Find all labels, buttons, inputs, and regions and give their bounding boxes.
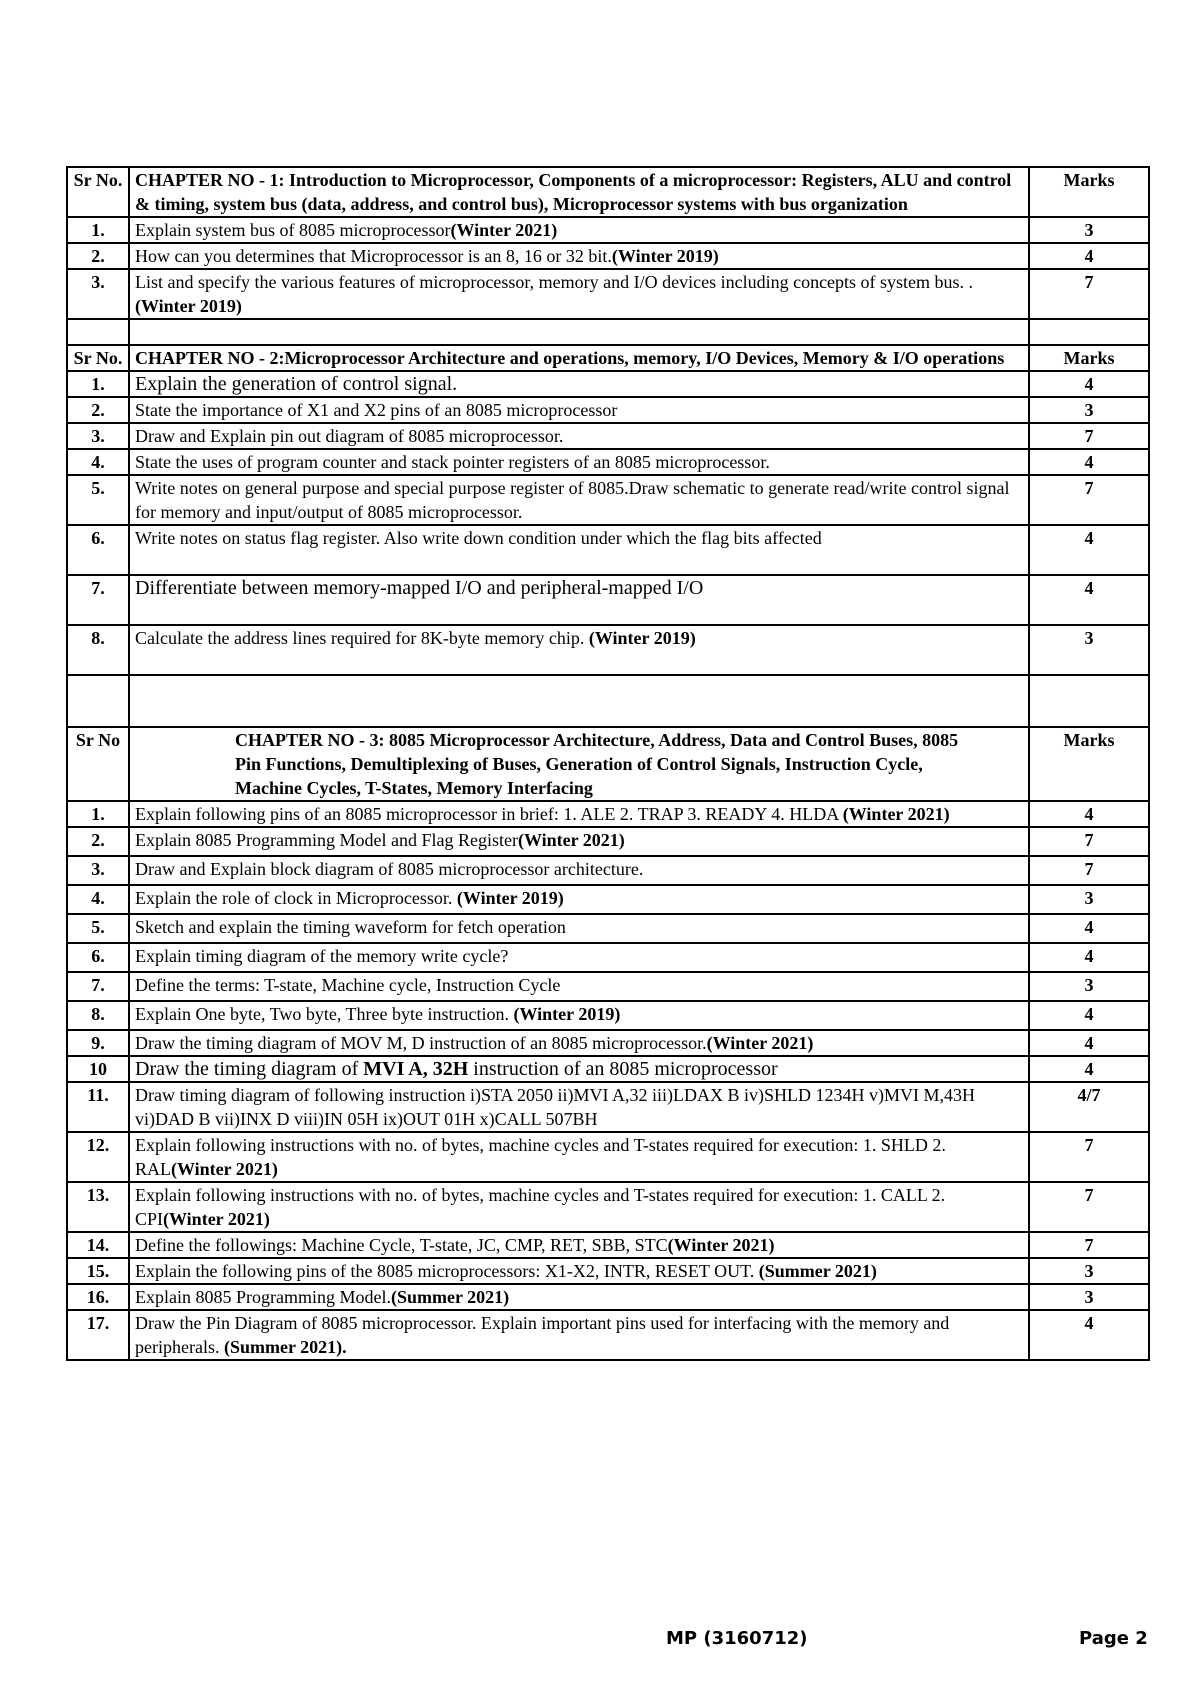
question-number: 17. — [67, 1310, 129, 1360]
sr-no-header: Sr No. — [67, 167, 129, 217]
question-number: 13. — [67, 1182, 129, 1232]
question-number: 7. — [67, 972, 129, 1001]
question-marks: 4 — [1029, 943, 1149, 972]
question-number: 2. — [67, 397, 129, 423]
question-marks: 4 — [1029, 243, 1149, 269]
question-row — [67, 1258, 1149, 1284]
question-number: 2. — [67, 243, 129, 269]
question-number: 11. — [67, 1082, 129, 1132]
exam-session-tag: (Winter 2019) — [611, 246, 719, 266]
question-marks: 4 — [1029, 371, 1149, 397]
question-text — [129, 1001, 1029, 1030]
question-number: 10 — [67, 1056, 129, 1082]
question-text — [129, 1182, 1029, 1232]
question-row — [67, 1232, 1149, 1258]
question-number: 1. — [67, 217, 129, 243]
question-row — [67, 1056, 1149, 1082]
question-text-part: Draw timing diagram of following instruction i)STA 2050 ii)MVI A,32 iii)LDAX B iv)SHLD 1234H v)MVI M,43H vi)DAD B vii)INX D viii)IN 05H ix)OUT 01H x)CALL 507BH — [135, 1085, 975, 1129]
question-text-part: How can you determines that Microprocessor is an 8, 16 or 32 bit. — [135, 246, 612, 266]
question-text-part: Explain timing diagram of the memory write cycle? — [135, 946, 509, 966]
exam-session-tag: (Winter 2019) — [513, 1004, 621, 1024]
question-number: 8. — [67, 1001, 129, 1030]
chapter-title: CHAPTER NO - 3: 8085 Microprocessor Architecture, Address, Data and Control Buses, 8085 Pin Functions, Demultiplexing of Buses, Generation of Control Signals, Instruction Cycle, Machine Cycles, T-States, Memory Interfacing — [129, 727, 1029, 801]
question-text — [129, 397, 1029, 423]
question-marks: 7 — [1029, 423, 1149, 449]
exam-session-tag: (Winter 2021) — [842, 804, 950, 824]
question-row — [67, 243, 1149, 269]
question-marks: 7 — [1029, 827, 1149, 856]
question-number: 5. — [67, 475, 129, 525]
question-text — [129, 475, 1029, 525]
question-row — [67, 269, 1149, 319]
question-number: 3. — [67, 423, 129, 449]
question-marks: 7 — [1029, 1132, 1149, 1182]
question-row — [67, 1082, 1149, 1132]
question-row — [67, 423, 1149, 449]
blank-cell — [129, 675, 1029, 727]
question-row — [67, 475, 1149, 525]
question-row — [67, 397, 1149, 423]
question-marks: 3 — [1029, 1284, 1149, 1310]
question-marks: 3 — [1029, 217, 1149, 243]
question-text-part: Write notes on general purpose and special purpose register of 8085.Draw schematic to generate read/write control signal for memory and input/output of 8085 microprocessor. — [135, 478, 1010, 522]
marks-header: Marks — [1029, 167, 1149, 217]
question-text — [129, 1082, 1029, 1132]
question-number: 15. — [67, 1258, 129, 1284]
question-text-part: Define the followings: Machine Cycle, T-state, JC, CMP, RET, SBB, STC — [135, 1235, 668, 1255]
question-text — [129, 575, 1029, 625]
question-text-emphasis: MVI A, 32H — [363, 1058, 469, 1080]
question-text-part: State the uses of program counter and stack pointer registers of an 8085 microprocessor. — [135, 452, 770, 472]
question-text-part: Draw the Pin Diagram of 8085 microprocessor. Explain important pins used for interfacing with the memory and peripherals. — [135, 1313, 950, 1357]
question-number: 1. — [67, 371, 129, 397]
sr-no-header: Sr No — [67, 727, 129, 801]
chapter-title: CHAPTER NO - 1: Introduction to Microprocessor, Components of a microprocessor: Registers, ALU and control & timing, system bus (data, address, and control bus), Microprocessor systems with bus organization — [129, 167, 1029, 217]
exam-session-tag: (Winter 2019) — [135, 296, 242, 316]
question-text — [129, 827, 1029, 856]
question-row — [67, 217, 1149, 243]
question-number: 7. — [67, 575, 129, 625]
question-marks: 7 — [1029, 1232, 1149, 1258]
question-text — [129, 1132, 1029, 1182]
exam-session-tag: (Winter 2021) — [517, 830, 625, 850]
question-marks: 7 — [1029, 1182, 1149, 1232]
question-text-part: Explain the generation of control signal. — [135, 373, 458, 395]
chapter-title: CHAPTER NO - 2:Microprocessor Architecture and operations, memory, I/O Devices, Memory & I/O operations — [129, 345, 1029, 371]
question-text — [129, 972, 1029, 1001]
exam-session-tag: (Winter 2021) — [450, 220, 558, 240]
question-number: 5. — [67, 914, 129, 943]
question-text — [129, 1030, 1029, 1056]
question-marks: 4 — [1029, 801, 1149, 827]
footer-subject-code: MP (3160712) — [666, 1628, 808, 1649]
question-text-part: Explain following instructions with no. of bytes, machine cycles and T-states required for execution: 1. SHLD 2. RAL — [135, 1135, 946, 1179]
question-row — [67, 1132, 1149, 1182]
question-text-part: Explain following pins of an 8085 microprocessor in brief: 1. ALE 2. TRAP 3. READY 4. HLDA — [135, 804, 843, 824]
question-number: 2. — [67, 827, 129, 856]
exam-session-tag: (Summer 2021) — [758, 1261, 877, 1281]
question-text-part: Explain the role of clock in Microprocessor. — [135, 888, 457, 908]
exam-session-tag: (Summer 2021). — [223, 1337, 347, 1357]
blank-row — [67, 319, 1149, 345]
question-number: 12. — [67, 1132, 129, 1182]
question-marks: 4 — [1029, 1310, 1149, 1360]
question-text — [129, 525, 1029, 575]
question-text — [129, 1258, 1029, 1284]
marks-header: Marks — [1029, 727, 1149, 801]
question-marks: 3 — [1029, 397, 1149, 423]
question-row — [67, 1284, 1149, 1310]
question-text-part: instruction of an 8085 microprocessor — [468, 1058, 778, 1080]
question-text-part: Sketch and explain the timing waveform for fetch operation — [135, 917, 566, 937]
question-number: 6. — [67, 525, 129, 575]
exam-session-tag: (Winter 2021) — [667, 1235, 775, 1255]
question-text — [129, 943, 1029, 972]
question-marks: 7 — [1029, 269, 1149, 319]
question-marks: 7 — [1029, 475, 1149, 525]
question-row — [67, 1001, 1149, 1030]
question-row — [67, 801, 1149, 827]
blank-row — [67, 675, 1149, 727]
chapter-header-row — [67, 167, 1149, 217]
question-row — [67, 525, 1149, 575]
question-number: 3. — [67, 269, 129, 319]
question-text-part: Draw and Explain block diagram of 8085 microprocessor architecture. — [135, 859, 644, 879]
question-marks: 4 — [1029, 914, 1149, 943]
question-row — [67, 943, 1149, 972]
question-text-part: Draw the timing diagram of — [135, 1058, 364, 1080]
question-text-part: List and specify the various features of microprocessor, memory and I/O devices including concepts of system bus. . — [135, 272, 974, 292]
question-text-part: Explain the following pins of the 8085 microprocessors: X1-X2, INTR, RESET OUT. — [135, 1261, 759, 1281]
question-marks: 3 — [1029, 625, 1149, 675]
question-text-part: Explain 8085 Programming Model and Flag Register — [135, 830, 518, 850]
chapter-header-row — [67, 345, 1149, 371]
question-number: 9. — [67, 1030, 129, 1056]
question-marks: 4 — [1029, 575, 1149, 625]
question-number: 1. — [67, 801, 129, 827]
question-row — [67, 827, 1149, 856]
question-row — [67, 1030, 1149, 1056]
question-text — [129, 449, 1029, 475]
question-number: 4. — [67, 885, 129, 914]
question-row — [67, 972, 1149, 1001]
question-text-part: Explain One byte, Two byte, Three byte instruction. — [135, 1004, 514, 1024]
question-text — [129, 1232, 1029, 1258]
question-marks: 4 — [1029, 525, 1149, 575]
question-row — [67, 914, 1149, 943]
exam-session-tag: (Winter 2019) — [588, 628, 696, 648]
question-text — [129, 885, 1029, 914]
question-row — [67, 575, 1149, 625]
question-text-part: Calculate the address lines required for 8K-byte memory chip. — [135, 628, 589, 648]
question-text-part: Explain system bus of 8085 microprocessor — [135, 220, 451, 240]
question-text — [129, 801, 1029, 827]
blank-cell — [1029, 319, 1149, 345]
question-text-part: Explain following instructions with no. of bytes, machine cycles and T-states required for execution: 1. CALL 2. CPI — [135, 1185, 946, 1229]
question-marks: 4 — [1029, 1056, 1149, 1082]
blank-cell — [67, 675, 129, 727]
question-text-part: Differentiate between memory-mapped I/O and peripheral-mapped I/O — [135, 577, 704, 599]
question-text — [129, 914, 1029, 943]
question-marks: 4 — [1029, 1030, 1149, 1056]
question-marks: 4 — [1029, 1001, 1149, 1030]
question-number: 14. — [67, 1232, 129, 1258]
question-marks: 3 — [1029, 1258, 1149, 1284]
exam-session-tag: (Winter 2019) — [456, 888, 564, 908]
question-text — [129, 269, 1029, 319]
question-text — [129, 1284, 1029, 1310]
exam-session-tag: (Winter 2021) — [163, 1209, 270, 1229]
question-text-part: State the importance of X1 and X2 pins of an 8085 microprocessor — [135, 400, 618, 420]
question-row — [67, 625, 1149, 675]
question-text-part: Write notes on status flag register. Also write down condition under which the flag bits affected — [135, 528, 822, 548]
question-number: 3. — [67, 856, 129, 885]
question-text — [129, 217, 1029, 243]
question-text-part: Define the terms: T-state, Machine cycle, Instruction Cycle — [135, 975, 561, 995]
sr-no-header: Sr No. — [67, 345, 129, 371]
question-text-part: Draw and Explain pin out diagram of 8085 microprocessor. — [135, 426, 564, 446]
question-row — [67, 1182, 1149, 1232]
question-text — [129, 423, 1029, 449]
question-text — [129, 625, 1029, 675]
chapter-header-row — [67, 727, 1149, 801]
question-row — [67, 885, 1149, 914]
question-text-part: Explain 8085 Programming Model. — [135, 1287, 391, 1307]
question-marks: 4/7 — [1029, 1082, 1149, 1132]
blank-cell — [129, 319, 1029, 345]
exam-session-tag: (Winter 2021) — [706, 1033, 814, 1053]
question-row — [67, 371, 1149, 397]
question-text — [129, 856, 1029, 885]
question-marks: 7 — [1029, 856, 1149, 885]
exam-session-tag: (Winter 2021) — [171, 1159, 278, 1179]
question-marks: 3 — [1029, 885, 1149, 914]
blank-cell — [1029, 675, 1149, 727]
exam-session-tag: (Summer 2021) — [390, 1287, 510, 1307]
question-number: 6. — [67, 943, 129, 972]
question-number: 16. — [67, 1284, 129, 1310]
question-marks: 4 — [1029, 449, 1149, 475]
question-text — [129, 1056, 1029, 1082]
question-bank-table — [66, 166, 1150, 1361]
question-text — [129, 1310, 1029, 1360]
question-row — [67, 449, 1149, 475]
question-number: 8. — [67, 625, 129, 675]
marks-header: Marks — [1029, 345, 1149, 371]
question-number: 4. — [67, 449, 129, 475]
question-row — [67, 856, 1149, 885]
question-row — [67, 1310, 1149, 1360]
question-text — [129, 243, 1029, 269]
blank-cell — [67, 319, 129, 345]
footer-page-number: Page 2 — [1079, 1628, 1148, 1649]
question-text-part: Draw the timing diagram of MOV M, D instruction of an 8085 microprocessor. — [135, 1033, 707, 1053]
question-marks: 3 — [1029, 972, 1149, 1001]
question-text — [129, 371, 1029, 397]
